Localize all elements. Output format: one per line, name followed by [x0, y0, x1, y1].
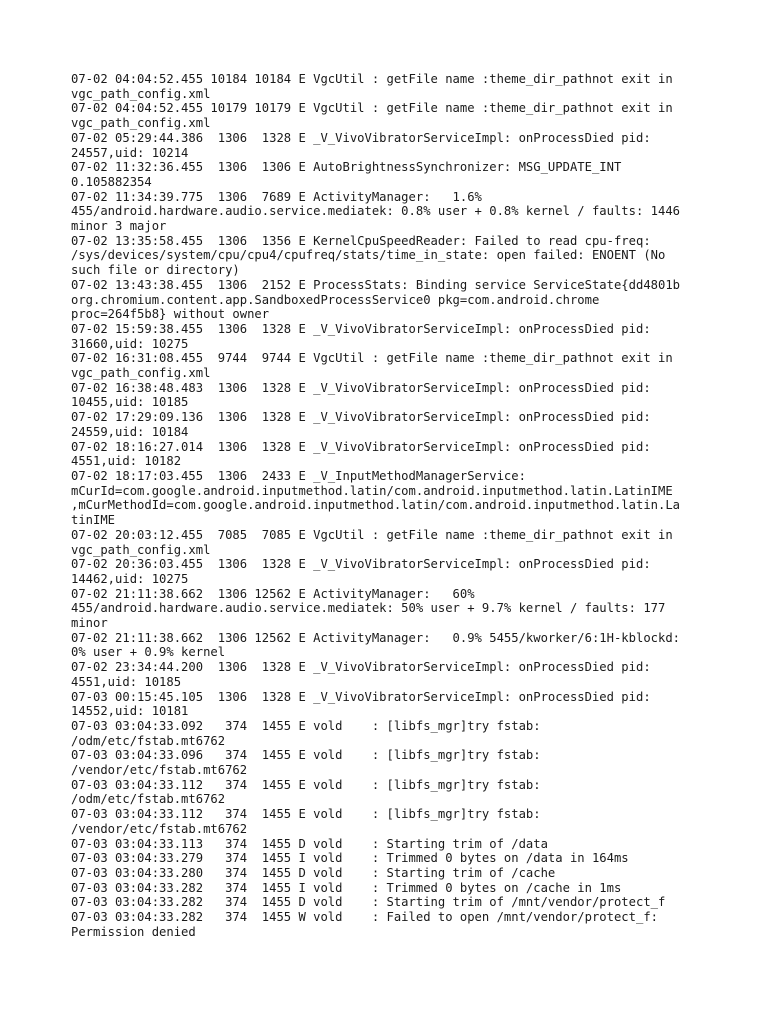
log-line: /vendor/etc/fstab.mt6762 — [71, 821, 248, 836]
log-line: vgc_path_config.xml — [71, 116, 211, 131]
log-line: 4551,uid: 10185 — [71, 674, 182, 689]
log-line: 07-02 11:32:36.455 1306 1306 E AutoBrightnessSynchronizer: MSG_UPDATE_INT — [71, 160, 622, 175]
log-line: 07-03 03:04:33.096 374 1455 E vold : [libfs_mgr]try fstab: — [71, 748, 541, 763]
log-line: 07-02 04:04:52.455 10179 10179 E VgcUtil : getFile name :theme_dir_pathnot exit in — [71, 101, 673, 116]
log-line: 07-03 03:04:33.113 374 1455 D vold : Starting trim of /data — [71, 836, 548, 851]
log-line: 07-02 17:29:09.136 1306 1328 E _V_VivoVibratorServiceImpl: onProcessDied pid: — [71, 410, 651, 425]
log-line: 07-02 18:16:27.014 1306 1328 E _V_VivoVibratorServiceImpl: onProcessDied pid: — [71, 439, 651, 454]
log-line: 07-02 21:11:38.662 1306 12562 E ActivityManager: 0.9% 5455/kworker/6:1H-kblockd: — [71, 630, 681, 645]
log-line: tinIME — [71, 513, 116, 528]
log-line: vgc_path_config.xml — [71, 366, 211, 381]
log-line: 07-03 03:04:33.280 374 1455 D vold : Starting trim of /cache — [71, 865, 556, 880]
log-line: 4551,uid: 10182 — [71, 454, 182, 469]
log-line: 07-03 03:04:33.092 374 1455 E vold : [libfs_mgr]try fstab: — [71, 718, 541, 733]
log-line: 455/android.hardware.audio.service.mediatek: 0.8% user + 0.8% kernel / faults: 1446 — [71, 204, 681, 219]
log-line: vgc_path_config.xml — [71, 86, 211, 101]
log-line: 07-03 03:04:33.112 374 1455 E vold : [libfs_mgr]try fstab: — [71, 807, 541, 822]
log-line: 24557,uid: 10214 — [71, 145, 189, 160]
log-line: 07-03 03:04:33.282 374 1455 I vold : Trimmed 0 bytes on /cache in 1ms — [71, 880, 622, 895]
log-line: 07-02 16:38:48.483 1306 1328 E _V_VivoVibratorServiceImpl: onProcessDied pid: — [71, 380, 651, 395]
log-line: 455/android.hardware.audio.service.mediatek: 50% user + 9.7% kernel / faults: 177 — [71, 601, 666, 616]
log-line: proc=264f5b8} without owner — [71, 307, 270, 322]
log-line: 14462,uid: 10275 — [71, 571, 189, 586]
log-line: 31660,uid: 10275 — [71, 336, 189, 351]
log-line: 07-02 20:36:03.455 1306 1328 E _V_VivoVibratorServiceImpl: onProcessDied pid: — [71, 557, 651, 572]
log-line: 14552,uid: 10181 — [71, 704, 189, 719]
log-line: 10455,uid: 10185 — [71, 395, 189, 410]
log-line: minor 3 major — [71, 219, 167, 234]
log-text — [71, 72, 701, 939]
log-line: minor — [71, 616, 108, 631]
log-line: 07-02 05:29:44.386 1306 1328 E _V_VivoVibratorServiceImpl: onProcessDied pid: — [71, 130, 651, 145]
log-line: 24559,uid: 10184 — [71, 424, 189, 439]
log-line: /sys/devices/system/cpu/cpu4/cpufreq/stats/time_in_state: open failed: ENOENT (No — [71, 248, 666, 263]
log-line: /vendor/etc/fstab.mt6762 — [71, 763, 248, 778]
log-line: 07-02 11:34:39.775 1306 7689 E ActivityManager: 1.6% — [71, 189, 482, 204]
log-line: such file or directory) — [71, 263, 240, 278]
log-line: ,mCurMethodId=com.google.android.inputmethod.latin/com.android.inputmethod.latin.La — [71, 498, 681, 513]
log-line: 07-02 13:35:58.455 1306 1356 E KernelCpuSpeedReader: Failed to read cpu-freq: — [71, 233, 651, 248]
log-line: mCurId=com.google.android.inputmethod.latin/com.android.inputmethod.latin.LatinIME — [71, 483, 673, 498]
log-line: 0% user + 0.9% kernel — [71, 645, 226, 660]
log-line: 07-02 18:17:03.455 1306 2433 E _V_InputMethodManagerService: — [71, 468, 526, 483]
log-line: 07-02 15:59:38.455 1306 1328 E _V_VivoVibratorServiceImpl: onProcessDied pid: — [71, 321, 651, 336]
log-line: 07-02 13:43:38.455 1306 2152 E ProcessStats: Binding service ServiceState{dd4801b — [71, 277, 681, 292]
log-line: Permission denied — [71, 924, 196, 939]
log-line: vgc_path_config.xml — [71, 542, 211, 557]
log-line: 07-03 03:04:33.112 374 1455 E vold : [libfs_mgr]try fstab: — [71, 777, 541, 792]
log-line: 07-02 23:34:44.200 1306 1328 E _V_VivoVibratorServiceImpl: onProcessDied pid: — [71, 660, 651, 675]
log-line: 07-03 03:04:33.279 374 1455 I vold : Trimmed 0 bytes on /data in 164ms — [71, 851, 629, 866]
log-line: 07-02 04:04:52.455 10184 10184 E VgcUtil : getFile name :theme_dir_pathnot exit in — [71, 72, 673, 86]
log-line: 0.105882354 — [71, 174, 152, 189]
log-line: 07-02 20:03:12.455 7085 7085 E VgcUtil : getFile name :theme_dir_pathnot exit in — [71, 527, 673, 542]
log-line: 07-03 03:04:33.282 374 1455 D vold : Starting trim of /mnt/vendor/protect_f — [71, 895, 666, 910]
log-line: /odm/etc/fstab.mt6762 — [71, 733, 226, 748]
log-line: org.chromium.content.app.SandboxedProcessService0 pkg=com.android.chrome — [71, 292, 600, 307]
log-line: 07-03 03:04:33.282 374 1455 W vold : Failed to open /mnt/vendor/protect_f: — [71, 910, 658, 925]
log-line: 07-02 16:31:08.455 9744 9744 E VgcUtil : getFile name :theme_dir_pathnot exit in — [71, 351, 673, 366]
log-line: 07-03 00:15:45.105 1306 1328 E _V_VivoVibratorServiceImpl: onProcessDied pid: — [71, 689, 651, 704]
log-line: /odm/etc/fstab.mt6762 — [71, 792, 226, 807]
log-line: 07-02 21:11:38.662 1306 12562 E ActivityManager: 60% — [71, 586, 475, 601]
